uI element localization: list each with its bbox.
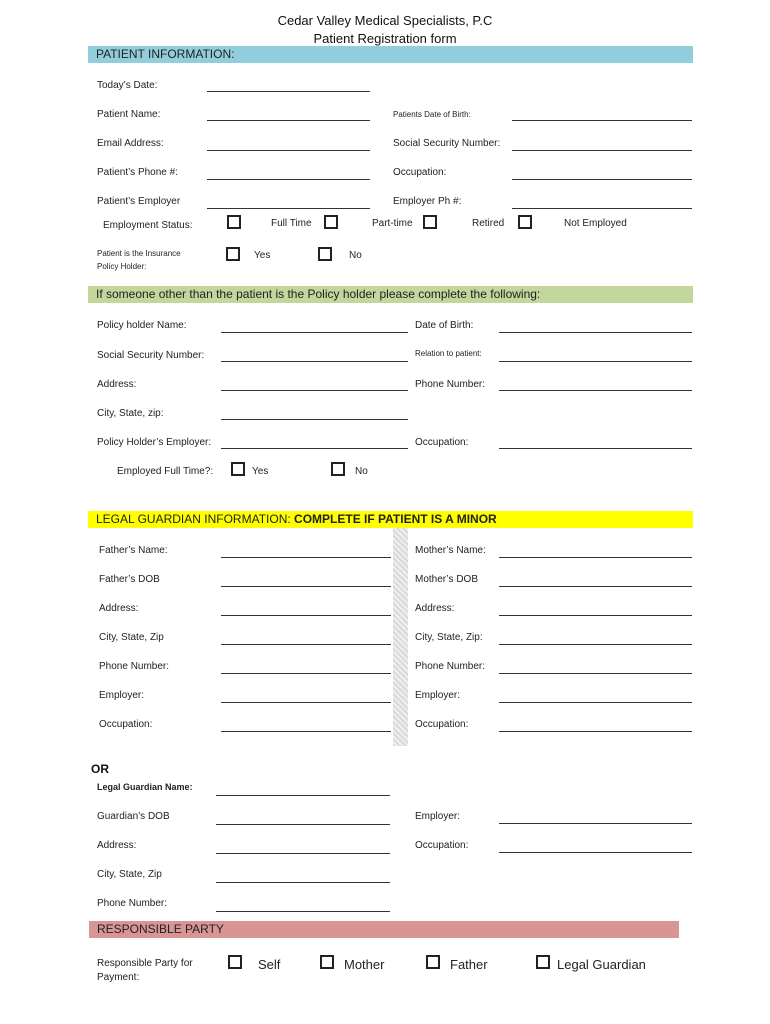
father-employer-field[interactable] <box>221 702 391 703</box>
father-address-label: Address: <box>99 603 139 614</box>
practice-name: Cedar Valley Medical Specialists, P.C <box>277 13 493 28</box>
part-time-label: Part-time <box>372 218 413 229</box>
guardian-address-label: Address: <box>97 840 137 851</box>
father-city-label: City, State, Zip <box>99 632 164 643</box>
father-occupation-label: Occupation: <box>99 719 153 730</box>
policy-holder-heading: If someone other than the patient is the Policy holder please complete the following: <box>88 286 693 303</box>
todays-date-label: Today’s Date: <box>97 80 158 91</box>
employer-field[interactable] <box>207 208 370 209</box>
insurance-holder-no-checkbox[interactable] <box>318 247 332 261</box>
responsible-party-label-2: Payment: <box>97 972 140 983</box>
responsible-party-heading: RESPONSIBLE PARTY <box>89 921 679 938</box>
policy-holder-city-field[interactable] <box>221 419 408 420</box>
patient-info-heading: PATIENT INFORMATION: <box>88 46 693 63</box>
full-time-checkbox[interactable] <box>227 215 241 229</box>
policy-holder-phone-field[interactable] <box>499 390 692 391</box>
fathers-name-field[interactable] <box>221 557 391 558</box>
guardian-city-label: City, State, Zip <box>97 869 162 880</box>
mother-address-label: Address: <box>415 603 455 614</box>
guardian-occupation-field[interactable] <box>499 852 692 853</box>
guardian-address-field[interactable] <box>216 853 390 854</box>
employed-full-time-label: Employed Full Time?: <box>117 466 214 477</box>
occupation-label: Occupation: <box>393 167 447 178</box>
responsible-party-label-1: Responsible Party for <box>97 958 193 969</box>
guardian-heading-bold: COMPLETE IF PATIENT IS A MINOR <box>294 512 497 526</box>
father-employer-label: Employer: <box>99 690 145 701</box>
father-phone-label: Phone Number: <box>99 661 170 672</box>
employer-phone-label: Employer Ph #: <box>393 196 462 207</box>
mother-occupation-field[interactable] <box>499 731 692 732</box>
email-label: Email Address: <box>97 138 164 149</box>
employed-full-time-no-label: No <box>355 466 368 477</box>
father-checkbox[interactable] <box>426 955 440 969</box>
phone-label: Patient’s Phone #: <box>97 167 178 178</box>
employed-full-time-yes-label: Yes <box>252 466 269 477</box>
father-label: Father <box>450 957 488 972</box>
guardian-phone-label: Phone Number: <box>97 898 168 909</box>
policy-holder-ssn-field[interactable] <box>221 361 408 362</box>
not-employed-checkbox[interactable] <box>518 215 532 229</box>
mother-label: Mother <box>344 957 385 972</box>
guardian-city-field[interactable] <box>216 882 390 883</box>
mother-employer-field[interactable] <box>499 702 692 703</box>
mother-phone-label: Phone Number: <box>415 661 486 672</box>
policy-holder-employer-label: Policy Holder’s Employer: <box>97 437 212 448</box>
retired-label: Retired <box>472 218 505 229</box>
employment-status-label: Employment Status: <box>103 220 193 231</box>
mother-checkbox[interactable] <box>320 955 334 969</box>
mother-employer-label: Employer: <box>415 690 461 701</box>
guardian-heading-normal: LEGAL GUARDIAN INFORMATION: <box>96 512 295 526</box>
mothers-name-label: Mother’s Name: <box>415 545 486 556</box>
mother-occupation-label: Occupation: <box>415 719 469 730</box>
policy-holder-dob-label: Date of Birth: <box>415 320 474 331</box>
policy-holder-phone-label: Phone Number: <box>415 379 486 390</box>
self-label: Self <box>258 957 281 972</box>
policy-holder-name-field[interactable] <box>221 332 408 333</box>
insurance-holder-no-label: No <box>349 250 362 261</box>
self-checkbox[interactable] <box>228 955 242 969</box>
todays-date-field[interactable] <box>207 91 370 92</box>
mothers-dob-field[interactable] <box>499 586 692 587</box>
employed-full-time-no-checkbox[interactable] <box>331 462 345 476</box>
insurance-holder-label-1: Patient is the Insurance <box>97 249 181 258</box>
guardian-employer-label: Employer: <box>415 811 461 822</box>
dob-label: Patients Date of Birth: <box>393 110 471 119</box>
retired-checkbox[interactable] <box>423 215 437 229</box>
employer-phone-field[interactable] <box>512 208 692 209</box>
fathers-dob-label: Father’s DOB <box>99 574 160 585</box>
email-field[interactable] <box>207 150 370 151</box>
dob-field[interactable] <box>512 120 692 121</box>
mothers-dob-label: Mother’s DOB <box>415 574 478 585</box>
occupation-field[interactable] <box>512 179 692 180</box>
father-phone-field[interactable] <box>221 673 391 674</box>
insurance-holder-yes-checkbox[interactable] <box>226 247 240 261</box>
mother-city-label: City, State, Zip: <box>415 632 483 643</box>
ssn-field[interactable] <box>512 150 692 151</box>
legal-guardian-label: Legal Guardian <box>557 957 646 972</box>
insurance-holder-yes-label: Yes <box>254 250 271 261</box>
legal-guardian-checkbox[interactable] <box>536 955 550 969</box>
patient-name-label: Patient Name: <box>97 109 161 120</box>
policy-holder-address-field[interactable] <box>221 390 408 391</box>
guardian-heading <box>88 511 693 528</box>
father-city-field[interactable] <box>221 644 391 645</box>
policy-holder-dob-field[interactable] <box>499 332 692 333</box>
legal-guardian-name-field[interactable] <box>216 795 390 796</box>
guardian-phone-field[interactable] <box>216 911 390 912</box>
employed-full-time-yes-checkbox[interactable] <box>231 462 245 476</box>
policy-holder-address-label: Address: <box>97 379 137 390</box>
guardian-dob-label: Guardian’s DOB <box>97 811 170 822</box>
column-divider <box>393 528 408 746</box>
policy-holder-name-label: Policy holder Name: <box>97 320 187 331</box>
or-separator: OR <box>91 762 109 776</box>
employer-label: Patient’s Employer <box>97 196 181 207</box>
fathers-dob-field[interactable] <box>221 586 391 587</box>
patient-name-field[interactable] <box>207 120 370 121</box>
part-time-checkbox[interactable] <box>324 215 338 229</box>
form-title: Patient Registration form <box>313 31 457 46</box>
insurance-holder-label-2: Policy Holder: <box>97 262 147 271</box>
phone-field[interactable] <box>207 179 370 180</box>
policy-holder-occupation-label: Occupation: <box>415 437 469 448</box>
mother-address-field[interactable] <box>499 615 692 616</box>
policy-holder-occupation-field[interactable] <box>499 448 692 449</box>
fathers-name-label: Father’s Name: <box>99 545 168 556</box>
relation-label: Relation to patient: <box>415 349 482 358</box>
guardian-dob-field[interactable] <box>216 824 390 825</box>
mother-city-field[interactable] <box>499 644 692 645</box>
father-occupation-field[interactable] <box>221 731 391 732</box>
legal-guardian-name-label: Legal Guardian Name: <box>97 782 193 792</box>
father-address-field[interactable] <box>221 615 391 616</box>
not-employed-label: Not Employed <box>564 218 627 229</box>
guardian-employer-field[interactable] <box>499 823 692 824</box>
ssn-label: Social Security Number: <box>393 138 501 149</box>
mothers-name-field[interactable] <box>499 557 692 558</box>
policy-holder-ssn-label: Social Security Number: <box>97 350 205 361</box>
guardian-occupation-label: Occupation: <box>415 840 469 851</box>
full-time-label: Full Time <box>271 218 312 229</box>
policy-holder-employer-field[interactable] <box>221 448 408 449</box>
relation-field[interactable] <box>499 361 692 362</box>
mother-phone-field[interactable] <box>499 673 692 674</box>
policy-holder-city-label: City, State, zip: <box>97 408 164 419</box>
